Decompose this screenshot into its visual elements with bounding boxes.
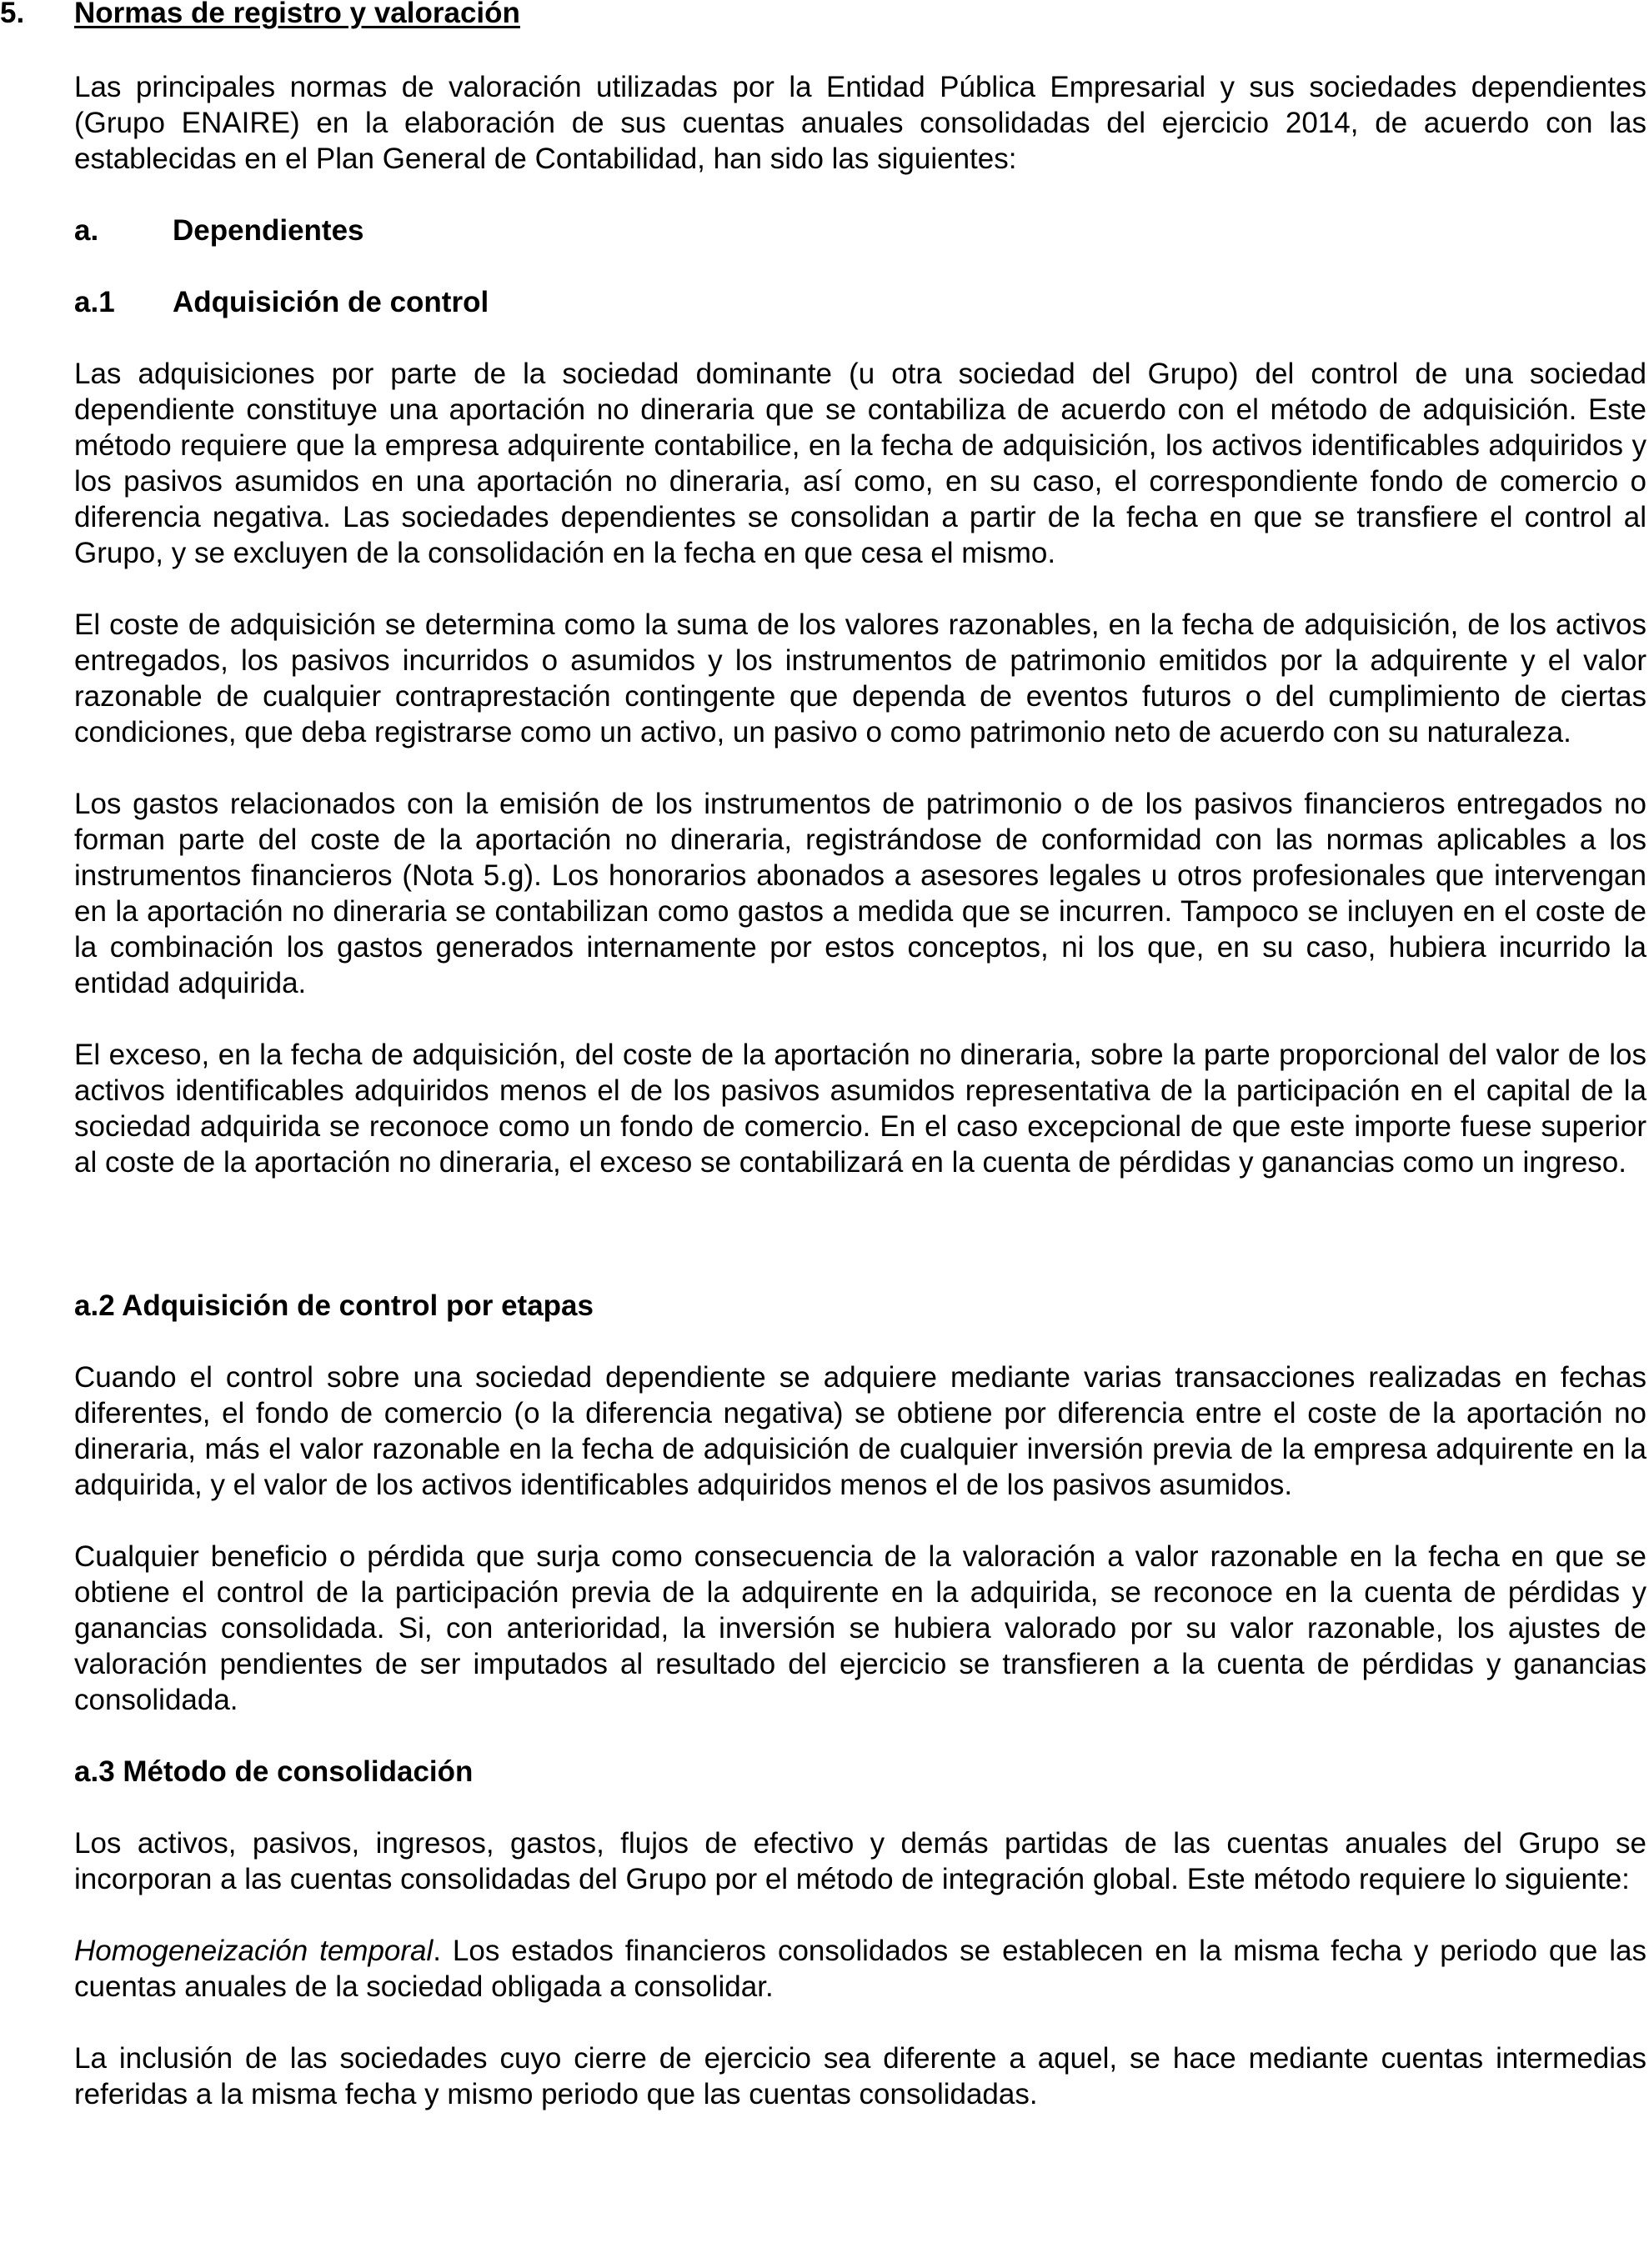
subheading-metodo-de-consolidacion: a.3 Método de consolidación bbox=[74, 1755, 474, 1788]
document-body bbox=[74, 33, 1646, 2112]
homogeneizacion-text: . Los estados financieros consolidados se establecen en la misma fecha y periodo que las cuentas anuales de la sociedad obligada a consolidar. bbox=[74, 1935, 1646, 2003]
section-heading bbox=[0, 0, 520, 31]
paragraph: Los activos, pasivos, ingresos, gastos, flujos de efectivo y demás partidas de las cuentas anuales del Grupo se incorporan a las cuentas consolidadas del Grupo por el método de integración global. Este método requiere lo siguiente: bbox=[74, 1827, 1646, 1895]
paragraph: Las adquisiciones por parte de la sociedad dominante (u otra sociedad del Grupo) del control de una sociedad dependiente constituye una aportación no dineraria que se contabiliza de acuerdo con el método de adquisición. Este método requiere que la empresa adquirente contabilice, en la fecha de adquisición, los activos identificables adquiridos y los pasivos asumidos en una aportación no dineraria, así como, en su caso, el correspondiente fondo de comercio o diferencia negativa. Las sociedades dependientes se consolidan a partir de la fecha en que se transfiere el control al Grupo, y se excluyen de la consolidación en la fecha en que cesa el mismo. bbox=[74, 358, 1646, 569]
paragraph: El coste de adquisición se determina como la suma de los valores razonables, en la fecha de adquisición, de los activos entregados, los pasivos incurridos o asumidos y los instrumentos de patrimonio emitidos por la adquirente y el valor razonable de cualquier contraprestación contingente que dependa de eventos futuros o del cumplimiento de ciertas condiciones, que deba registrarse como un activo, un pasivo o como patrimonio neto de acuerdo con su naturaleza. bbox=[74, 608, 1646, 748]
section-title: Normas de registro y valoración bbox=[74, 0, 520, 29]
subheading-dependientes bbox=[74, 213, 1646, 248]
paragraph: La inclusión de las sociedades cuyo cierre de ejercicio sea diferente a aquel, se hace mediante cuentas intermedias referidas a la misma fecha y mismo periodo que las cuentas consolidadas. bbox=[74, 2042, 1646, 2110]
homogeneizacion-paragraph bbox=[74, 1933, 1646, 2005]
subheading-adquisicion-por-etapas: a.2 Adquisición de control por etapas bbox=[74, 1289, 594, 1322]
section-number: 5. bbox=[0, 0, 25, 29]
paragraph: Cuando el control sobre una sociedad dependiente se adquiere mediante varias transacciones realizadas en fechas diferentes, el fondo de comercio (o la diferencia negativa) se obtiene por diferencia entre el coste de la aportación no dineraria, más el valor razonable en la fecha de adquisición de cualquier inversión previa de la empresa adquirente en la adquirida, y el valor de los activos identificables adquiridos menos el de los pasivos asumidos. bbox=[74, 1361, 1646, 1501]
homogeneizacion-term: Homogeneización temporal bbox=[74, 1935, 434, 1967]
paragraph: Cualquier beneficio o pérdida que surja como consecuencia de la valoración a valor razonable en la fecha en que se obtiene el control de la participación previa de la adquirente en la adquirida, se reconoce en la cuenta de pérdidas y ganancias consolidada. Si, con anterioridad, la inversión se hubiera valorado por su valor razonable, los ajustes de valoración pendientes de ser imputados al resultado del ejercicio se transfieren a la cuenta de pérdidas y ganancias consolidada. bbox=[74, 1540, 1646, 1716]
subheading-title: Dependientes bbox=[173, 214, 364, 247]
intro-paragraph: Las principales normas de valoración utilizadas por la Entidad Pública Empresarial y sus sociedades dependientes (Grupo ENAIRE) en la elaboración de sus cuentas anuales consolidadas del ejercicio 2014, de acuerdo con las establecidas en el Plan General de Contabilidad, han sido las siguientes: bbox=[74, 71, 1646, 175]
subheading-label: a. bbox=[74, 214, 99, 247]
paragraph: El exceso, en la fecha de adquisición, del coste de la aportación no dineraria, sobre la parte proporcional del valor de los activos identificables adquiridos menos el de los pasivos asumidos representativa de la participación en el capital de la sociedad adquirida se reconoce como un fondo de comercio. En el caso excepcional de que este importe fuese superior al coste de la aportación no dineraria, el exceso se contabilizará en la cuenta de pérdidas y ganancias como un ingreso. bbox=[74, 1039, 1646, 1179]
subheading-title: Adquisición de control bbox=[173, 286, 489, 318]
subheading-label: a.1 bbox=[74, 286, 115, 318]
subheading-adquisicion-de-control bbox=[74, 284, 1646, 320]
paragraph: Los gastos relacionados con la emisión de los instrumentos de patrimonio o de los pasivos financieros entregados no forman parte del coste de la aportación no dineraria, registrándose de conformidad con las normas aplicables a los instrumentos financieros (Nota 5.g). Los honorarios abonados a asesores legales u otros profesionales que intervengan en la aportación no dineraria se contabilizan como gastos a medida que se incurren. Tampoco se incluyen en el coste de la combinación los gastos generados internamente por estos conceptos, ni los que, en su caso, hubiera incurrido la entidad adquirida. bbox=[74, 788, 1646, 999]
